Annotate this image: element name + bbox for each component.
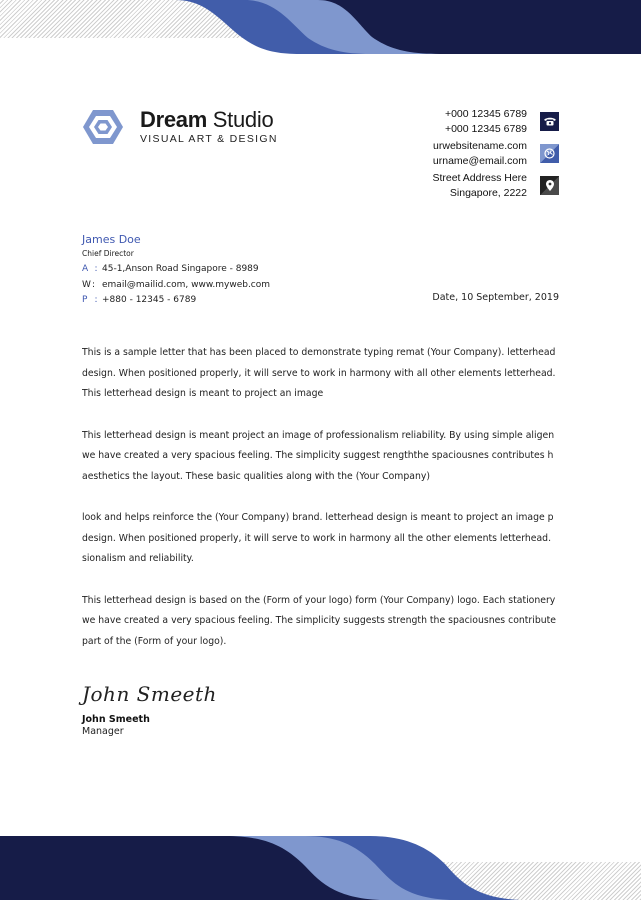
contact-phone: [432, 107, 559, 136]
phone-key: P: [82, 295, 88, 305]
web-separator: :: [92, 279, 96, 290]
sender-web: email@mailid.com, www.myweb.com: [102, 279, 271, 290]
sender-web-row: [82, 278, 270, 294]
web-key: W: [82, 279, 91, 290]
signer-role: Manager: [82, 726, 124, 737]
brand-light: Studio: [212, 107, 274, 132]
top-wave-decoration: [0, 0, 641, 56]
brand-bold: Dream: [140, 107, 207, 132]
address-key: A: [82, 264, 89, 274]
contact-web: [432, 139, 559, 168]
paragraph-line: we have created a very spacious feeling. The simplicity suggests strength the spaciousnes contribute: [82, 615, 557, 626]
address-separator: :: [94, 264, 98, 274]
hexagon-logo-icon: [82, 108, 124, 146]
paragraph-line: This letterhead design is based on the (Form of your logo) form (Your Company) logo. Each stationery: [82, 594, 556, 606]
sender-name: James Doe: [82, 233, 141, 246]
brand-tagline: VISUAL ART & DESIGN: [140, 133, 278, 145]
website-line: urwebsitename.com: [433, 140, 527, 152]
paragraph-line: This letterhead design is meant project an image of professionalism reliability. By using simple aligen: [82, 429, 555, 441]
phone-line-2: +000 12345 6789: [444, 122, 527, 135]
paragraph-3: [82, 508, 560, 570]
location-pin-icon: [540, 176, 559, 195]
bottom-wave-decoration: [0, 836, 641, 900]
address-line-2: Singapore, 2222: [449, 186, 527, 199]
paragraph-line: look and helps reinforce the (Your Company) brand. letterhead design is meant to project an image p: [82, 512, 554, 523]
sender-phone: +880 - 12345 - 6789: [102, 295, 197, 305]
email-line: urname@email.com: [432, 154, 527, 167]
phone-line-1: +000 12345 6789: [444, 108, 527, 120]
paragraph-line: This letterhead design is meant to project an image: [82, 388, 324, 399]
letter-body: [82, 343, 560, 673]
contact-address: [432, 171, 559, 200]
address-line-1: Street Address Here: [432, 172, 527, 184]
company-logo: [82, 108, 278, 146]
signer-name: John Smeeth: [82, 714, 150, 725]
paragraph-line: design. When positioned properly, it will serve to work in harmony with all other elements letterhead.: [82, 367, 556, 379]
paragraph-line: This is a sample letter that has been placed to demonstrate typing remat (Your Company). letterhead: [82, 347, 556, 358]
paragraph-line: sionalism and reliability.: [82, 553, 194, 564]
sender-address-row: [82, 262, 270, 278]
signer-block: [82, 714, 150, 738]
paragraph-4: [82, 591, 560, 653]
paragraph-line: design. When positioned properly, it will serve to work in harmony all the other elements letterhead.: [82, 532, 552, 544]
sender-phone-row: [82, 293, 270, 309]
sender-title: Chief Director: [82, 249, 134, 258]
paragraph-line: we have created a very spacious feeling. The simplicity suggest rengththe spaciousnes contributes h: [82, 450, 554, 461]
sender-address: 45-1,Anson Road Singapore - 8989: [102, 264, 259, 274]
handwritten-signature: John Smeeth: [82, 682, 217, 706]
paragraph-line: part of the (Form of your logo).: [82, 635, 227, 647]
contact-block: [432, 107, 559, 203]
brand-name: [140, 109, 278, 131]
paragraph-1: [82, 343, 560, 405]
sender-block: [82, 233, 270, 309]
letter-date: Date, 10 September, 2019: [432, 292, 559, 303]
phone-separator: :: [94, 295, 98, 305]
paragraph-2: [82, 426, 560, 488]
paragraph-line: aesthetics the layout. These basic qualities along with the (Your Company): [82, 470, 430, 482]
globe-icon: [540, 144, 559, 163]
phone-icon: [540, 112, 559, 131]
